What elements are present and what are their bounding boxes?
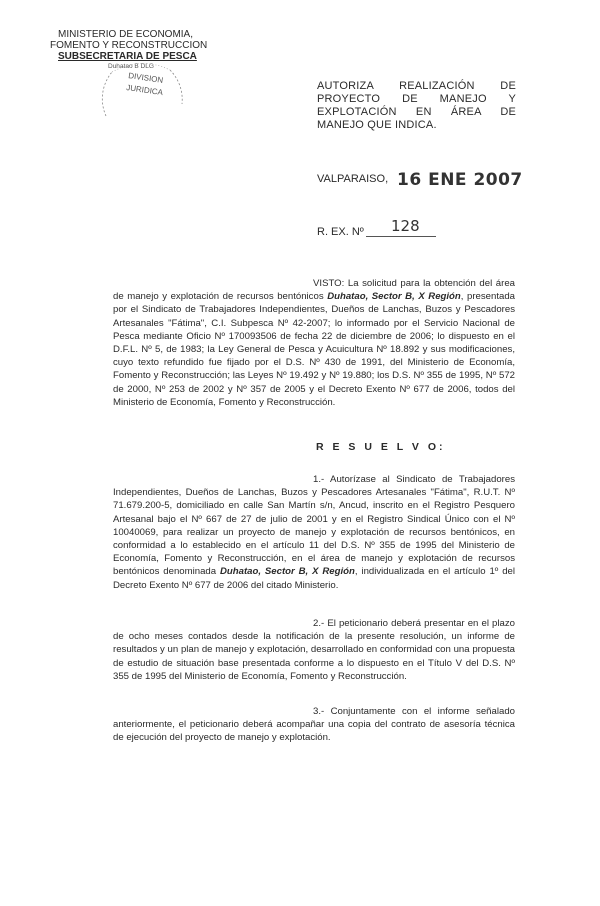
ministry-line1: MINISTERIO DE ECONOMIA, (58, 29, 194, 40)
point-1-number: 1.- (313, 474, 325, 485)
place: VALPARAISO, (317, 173, 389, 185)
point-1-text-a: Autorízase al Sindicato de Trabajadores Independientes, Dueños de Lanchas, Buzos y Pescadores Artesanales "Fátima", R.U.T. Nº 71.679.200-5, domiciliado en calle San Martín s/n, Ancud, inscrito en el Registro Pesquero Artesanal bajo el Nº 667 de 27 de julio de 2001 y en el Registro Sindical Único con el Nº 10040069, para realizar un proyecto de manejo y explotación de recursos bentónicos, en conformidad a lo establecido en el artículo 11 del D.S. Nº 355 de 1995 del Ministerio de Economía, Fomento y Reconstrucción, en el área de manejo y explotación de recursos bentónicos denominada (113, 474, 515, 578)
point-2-number: 2.- (313, 618, 325, 629)
reference-line: Duhatao B DLG (108, 63, 154, 70)
visto-paragraph (113, 277, 515, 409)
point-1-text-b: , individualizada en el artículo 1º del Decreto Exento Nº 677 de 2006 del citado Ministerio. (113, 566, 515, 591)
date-stamp: 16 ENE 2007 (397, 170, 523, 190)
visto-label: VISTO: (313, 278, 345, 289)
resuelvo-heading: R E S U E L V O: (316, 441, 446, 453)
resolution-label: R. EX. Nº (317, 226, 364, 238)
point-2-text: El peticionario deberá presentar en el plazo de ocho meses contados desde la notificación de la presente resolución, un informe de resultados y un plan de manejo y explotación, desarrollado en conformidad con una propuesta de estudio de situación base presentada conforme a lo dispuesto en el Título V del D.S. Nº 355 de 1995 del Ministerio de Economía, Fomento y Reconstrucción. (113, 618, 515, 682)
resolution-number: 128 (391, 217, 420, 235)
visto-area-name: Duhatao, Sector B, X Región (327, 291, 461, 303)
point-3 (113, 705, 515, 745)
subsecretaria-line: SUBSECRETARIA DE PESCA (58, 51, 197, 62)
subject-block: AUTORIZA REALIZACIÓN DE PROYECTO DE MANEJO Y EXPLOTACIÓN EN ÁREA DE MANEJO QUE INDICA. (317, 80, 516, 131)
visto-body: , presentada por el Sindicato de Trabajadores Independientes, Dueños de Lanchas, Buzos y Pescadores Artesanales "Fátima", C.I. Subpesca Nº 42-2007; lo informado por el Servicio Nacional de Pesca mediante Oficio Nº 170093506 de fecha 22 de diciembre de 2006; lo dispuesto en el D.F.L. Nº 5, de 1983; la Ley General de Pesca y Acuicultura Nº 18.892 y sus modificaciones, cuyo texto refundido fue fijado por el D.S. Nº 430 de 1991, del Ministerio de Economía, Fomento y Reconstrucción; las Leyes Nº 19.492 y Nº 19.880; los D.S. Nº 355 de 1995, Nº 572 de 2000, Nº 253 de 2002 y Nº 357 de 2005 y el Decreto Exento Nº 677 de 2006, todos del Ministerio de Economía, Fomento y Reconstrucción. (113, 291, 515, 408)
visto-intro: La solicitud para la obtención del área de manejo y explotación de recursos bentónicos (113, 278, 515, 303)
point-1-emphasis: Duhatao, Sector B, X Región (219, 566, 355, 578)
point-3-text: Conjuntamente con el informe señalado anteriormente, el peticionario deberá acompañar una copia del contrato de asesoría técnica de ejecución del proyecto de manejo y explotación. (113, 706, 515, 744)
point-1 (113, 473, 515, 592)
stamp-line1: DIVISION (127, 71, 164, 85)
ministry-line2: FOMENTO Y RECONSTRUCCION (50, 40, 208, 51)
resolution-underline (366, 236, 436, 237)
stamp-line2: JURIDICA (125, 83, 164, 98)
point-3-number: 3.- (313, 706, 325, 717)
division-juridica-stamp (96, 58, 186, 118)
point-2 (113, 617, 515, 683)
